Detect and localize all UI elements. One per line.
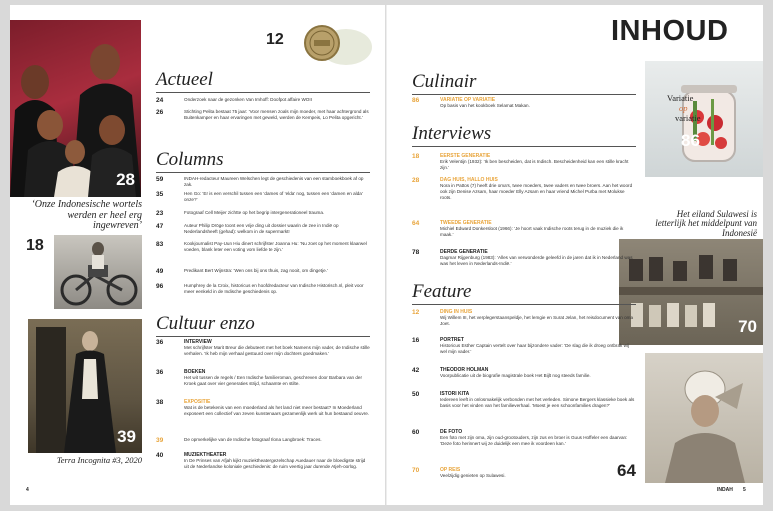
toc-entry-description: Predikant Bert Wijnstra: ‘Wen ons bij ons thuis, zag nooit, om dingetje.’ <box>184 268 328 273</box>
toc-entry-text <box>184 339 370 357</box>
toc-entry-description: Michiel Edward Donkersloot (1966): ‘Je hoort vaak Indische roots terug in de muziek die ik maak.’ <box>440 226 624 237</box>
toc-entry-text <box>184 191 370 203</box>
toc-entry-text <box>440 97 636 109</box>
toc-entry-page-number: 28 <box>412 177 420 184</box>
page-title: INHOUD <box>611 15 729 47</box>
portrait-painting-caption: Terra Incognita #3, 2020 <box>56 455 142 465</box>
toc-entry-page-number: 26 <box>156 109 164 116</box>
toc-entry-text <box>184 210 370 216</box>
sulawesi-photo <box>619 239 763 345</box>
section-heading: Interviews <box>412 123 492 144</box>
toc-entry-description: Erik Velentijn (1932): ‘Ik ben bescheiden, dat is Indisch. Bescheidenheid kan een stille kracht zijn.’ <box>440 159 629 170</box>
toc-entry-title: INTERVIEW <box>184 339 212 345</box>
toc-entry-page-number: 36 <box>156 369 164 376</box>
toc-entry-page-number: 23 <box>156 210 164 217</box>
toc-entry-page-number: 12 <box>412 309 420 316</box>
toc-entry-page-number: 83 <box>156 241 164 248</box>
toc-entry-description: Wij Willem III, het verplegerstaanspeldje, het lemgie en Surat Jelan, het reisdocument van oma Joet. <box>440 315 634 326</box>
toc-entry-text <box>184 176 370 188</box>
toc-entry-description: Het wit tussen de regels / Een Indische familieroman, geschreven door Barbara van der Kroek gaat over vier generaties strijd, schaamte en stilte. <box>184 375 362 386</box>
footer-brand: INDAH <box>717 487 733 493</box>
portrait-painting-page-number: 39 <box>117 427 136 446</box>
toc-entry-text <box>184 452 370 470</box>
toc-entry-title: EERSTE GENERATIE <box>440 153 491 159</box>
sulawesi-quote: Het eiland Sulawesi is letterlijk het middelpunt van Indonesië <box>655 209 757 238</box>
pickle-jar-text-line-3: variatie <box>675 113 701 123</box>
toc-entry-text <box>440 153 636 171</box>
toc-entry-text <box>184 369 370 387</box>
toc-entry-title: OP REIS <box>440 467 461 473</box>
portrait-woman-photo <box>617 353 763 483</box>
toc-entry-page-number: 47 <box>156 223 164 230</box>
toc-entry-title: DAG HUIS, HALLO HUIS <box>440 177 498 183</box>
section-heading: Columns <box>156 149 224 170</box>
toc-entry-page-number: 86 <box>412 97 420 104</box>
pickle-jar-photo <box>645 61 763 177</box>
toc-entry-page-number: 38 <box>156 399 164 406</box>
toc-entry-description: Humphrey de la Croix, historicus en hoofdredacteur van Indische Historisch.nl, pleit voor meer eenkeld in de Indische geschiedenis op. <box>184 283 364 294</box>
toc-entry-text <box>184 223 370 235</box>
toc-entry-page-number: 16 <box>412 337 420 344</box>
motorcycle-photo-scene <box>54 235 142 309</box>
motorcycle-photo-page-number: 18 <box>26 237 44 254</box>
sulawesi-photo-page-number: 70 <box>738 317 757 336</box>
toc-entry-text <box>440 220 636 238</box>
pickle-jar-illustration <box>645 61 763 177</box>
toc-entry-text <box>184 241 370 253</box>
portrait-painting <box>28 319 142 453</box>
toc-entry-title: MUZIEKTHEATER <box>184 452 227 458</box>
toc-entry-title: BOEKEN <box>184 369 206 375</box>
toc-entry-description: In De Prinses van Afjah kijkt muziektheatergezelschap Auedauer naar de bloedigste strijd uit de Nederlandse koloniale geschiedenis: de ruim veertig jaar durende Atjeh-oorlog. <box>184 458 366 469</box>
toc-entry-text <box>440 177 636 201</box>
coin-page-number: 12 <box>266 31 284 48</box>
toc-entry-text <box>184 437 370 443</box>
toc-entry-description: Kookjournalist Pay-Uun Hiu dinert schrijfster Joanna Hu: ‘Nu zoet op het moment klaarwel voeden, blank leter een voting vom liefde te zijn.’ <box>184 241 367 252</box>
toc-entry-title: TWEEDE GENERATIE <box>440 220 492 226</box>
toc-entry-page-number: 40 <box>156 452 164 459</box>
toc-entry-description: INDAH-redacteur Maureen Welschen legt de geschiedenis van een stamboekboek af op zak. <box>184 176 364 187</box>
toc-entry-description: Op basis van het kookboek Selamat Makan. <box>440 103 530 108</box>
toc-entry-title: PORTRET <box>440 337 464 343</box>
section-rule <box>156 336 370 337</box>
family-photo-quote: ‘Onze Indonesische wortels werden er heel erg ingewreven’ <box>31 199 142 231</box>
toc-entry-text <box>184 399 370 417</box>
toc-entry-page-number: 70 <box>412 467 420 474</box>
section-rule <box>412 94 636 95</box>
toc-entry-text <box>440 367 636 379</box>
pickle-jar-page-number: 86 <box>681 131 700 150</box>
motorcycle-photo <box>54 235 142 309</box>
toc-entry-title: VARIATIE OP VARIATIE <box>440 97 496 103</box>
toc-entry-text <box>184 283 370 295</box>
toc-entry-text <box>440 249 636 267</box>
toc-entry-text <box>184 109 370 121</box>
toc-entry-description: Voorpublicatie uit de biografie magistrale boek Het Bijlt nog steeds familie. <box>440 373 591 378</box>
toc-entry-description: Een foto met zijn oma, zijn oud-grootouders, zijn zus en broer is Guus Hoffeler een daarvan: ‘Deze foto herinnert wij ze duidelijk een mee ik voordeen kan.’ <box>440 435 628 446</box>
toc-entry-page-number: 49 <box>156 268 164 275</box>
toc-entry-text <box>440 467 636 479</box>
toc-entry-title: DERDE GENERATIE <box>440 249 488 255</box>
pickle-jar-text-line-1: Variatie <box>667 93 694 103</box>
toc-entry-title: ISTORI KITA <box>440 391 470 397</box>
section-rule <box>156 172 370 173</box>
toc-entry-page-number: 18 <box>412 153 420 160</box>
left-page <box>10 5 386 505</box>
section-heading: Cultuur enzo <box>156 313 255 334</box>
right-page-number: 5 <box>743 487 746 493</box>
pickle-jar-text-line-2: op <box>679 103 688 113</box>
toc-entry-page-number: 24 <box>156 97 164 104</box>
toc-entry-page-number: 39 <box>156 437 164 444</box>
toc-entry-description: Iedereen leeft in onlosmakelijk verbonden met het verleden. Simone Bergers klassieke boek als basis voor het vinden van het familieverhaal. ‘Moest je een schoonfamilies dragen?’ <box>440 397 635 408</box>
toc-entry-description: Dagmar Rijgenburg (1983): ‘Alles van verwonderde geleefd in de jaren dat ik in Nederland was was het leven in Nederlands-Indië.’ <box>440 255 633 266</box>
toc-entry-text <box>184 97 370 103</box>
toc-entry-description: Fotograaf Cell Meijer zichtte op het begrip intergenerationeel trauma. <box>184 210 325 215</box>
toc-entry-description: Met schrijfster Marit Breur die debuteert met het boek Namens mijn vader, de Indische stille verhalen. ‘Ik heb mijn verhaal gestuurd over mijn dochters goedmaken.’ <box>184 345 370 356</box>
toc-entry-text <box>440 429 636 447</box>
toc-entry-description: Historicus Esther Captain vertelt over haar bijzondere vader: ‘De slag die ik droeg ontbrak wij wel mijn vader.’ <box>440 343 629 354</box>
toc-entry-text <box>440 309 636 327</box>
toc-entry-page-number: 50 <box>412 391 420 398</box>
toc-entry-description: Onderzoek naar de gezonken Van Imhoff: Doofpot affaire WOII <box>184 97 312 102</box>
section-rule <box>412 304 636 305</box>
toc-entry-page-number: 64 <box>412 220 420 227</box>
toc-entry-page-number: 36 <box>156 339 164 346</box>
toc-entry-page-number: 42 <box>412 367 420 374</box>
portrait-woman-illustration <box>645 353 763 483</box>
toc-entry-title: DE FOTO <box>440 429 463 435</box>
toc-entry-page-number: 35 <box>156 191 164 198</box>
section-heading: Feature <box>412 281 472 302</box>
toc-entry-page-number: 96 <box>156 283 164 290</box>
toc-entry-description: Veelzijdig genieten op Sulawesi. <box>440 473 506 478</box>
toc-entry-text <box>440 337 636 355</box>
section-heading: Actueel <box>156 69 213 90</box>
toc-entry-page-number: 78 <box>412 249 420 256</box>
left-page-number: 4 <box>26 487 29 493</box>
coin-image <box>294 21 374 67</box>
toc-entry-text <box>440 391 636 409</box>
toc-entry-page-number: 59 <box>156 176 164 183</box>
toc-entry-text <box>184 268 370 274</box>
toc-entry-title: EXPOSITIE <box>184 399 211 405</box>
section-rule <box>412 146 636 147</box>
toc-entry-description: Wat is de betekenis van een moederland als het land niet meer bestaat? In Moederland exposeert een collectief van zeven kunstenaars gezamenlijk werk uit hun bestaand oeuvre. <box>184 405 370 416</box>
toc-entry-description: De opmerkelijke van de Indische fotograaf Ilona Langbroek: Traces. <box>184 437 322 442</box>
toc-entry-description: Hen Go: ‘Er is een verschil tussen een ‘dames of ‘elda’ nog, tussen een ‘damen en alda’ onze?’ <box>184 191 363 202</box>
toc-entry-description: Stichting Pelita bestaat 75 jaar: ‘Voor mensen zoals mijn moeder, met haar achtergrond als Buitenkamper en haar ervaringen met geweld, werden de Kempeis, Lo Pelita opgericht.’ <box>184 109 369 120</box>
section-rule <box>156 92 370 93</box>
toc-entry-page-number: 60 <box>412 429 420 436</box>
toc-entry-title: THEODOR HOLMAN <box>440 367 489 373</box>
right-page <box>387 5 763 505</box>
toc-entry-description: Auteur Philip Dröge toont een vrije ding uit dossier waarin de zee in Indië op Nederlandsheeft (gehad): welkom in de supermarkt! <box>184 223 339 234</box>
toc-entry-title: DING IN HUIS <box>440 309 473 315</box>
portrait-woman-page-number: 64 <box>617 461 636 480</box>
toc-entry-description: Nora in Pattos (7) heeft drie oma's, twee moeders, twee vaders en twee broers. Aan het woord ook zijn Denise Azsam, haar moeder Elly Azsam en haar vriend Michel Purba met Molukse roots. <box>440 183 633 200</box>
family-photo <box>10 20 141 197</box>
section-heading: Culinair <box>412 71 477 92</box>
family-photo-page-number: 28 <box>116 170 135 189</box>
